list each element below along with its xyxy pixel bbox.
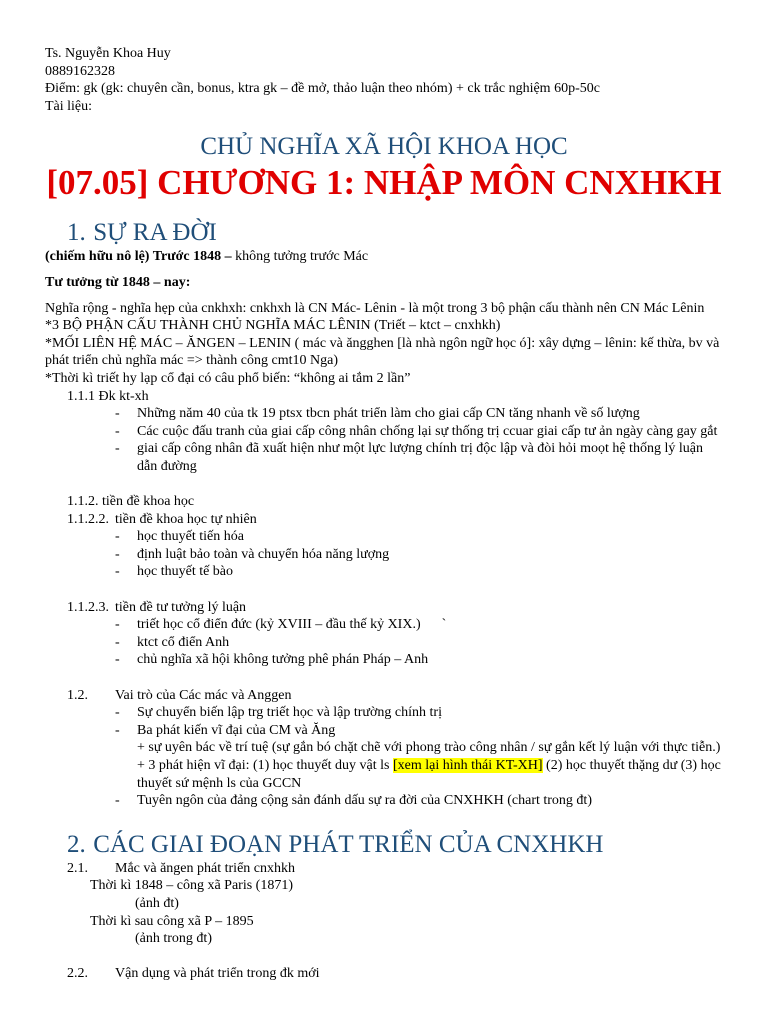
subsection-1-1-1-label: 1.1.1 Đk kt-xh (67, 388, 149, 404)
section-2-title: CÁC GIAI ĐOẠN PHÁT TRIỂN CỦA CNXHKH (93, 830, 604, 858)
text-line: (ảnh trong đt) (135, 931, 212, 947)
subsection-1-1-2-3-list (45, 616, 725, 669)
list-item: - giai cấp công nhân đã xuất hiện như một lực lượng chính trị độc lập và đòi hỏi moọt hệ thống lý luận dẫn đường (45, 440, 725, 475)
text-line: *MỐI LIÊN HỆ MÁC – ĂNGEN – LENIN ( mác và ăngghen [là nhà ngôn ngữ học ó]: xây dựng – lênin: kế thừa, bv và phát triển chủ nghĩa mác => thành công cmt10 Nga) (45, 335, 720, 369)
list-item: - Ba phát kiến vĩ đại của CM và Ăng (45, 722, 725, 740)
list-item: - triết học cổ điển đức (kỷ XVIII – đầu thế kỷ XIX.) ` (45, 616, 725, 634)
list-item: - Những năm 40 của tk 19 ptsx tbcn phát triển làm cho giai cấp CN tăng nhanh về số lượng (45, 405, 725, 423)
list-item: - học thuyết tiến hóa (45, 528, 725, 546)
section-2-number: 2. (67, 830, 86, 858)
section-2-heading (45, 830, 725, 860)
text-line: Thời kì 1848 – công xã Paris (1871) (90, 878, 293, 894)
text-line: Thời kì sau công xã P – 1895 (90, 913, 254, 929)
discoveries-text: + 3 phát hiện vĩ đại: (1) học thuyết duy vật ls (137, 758, 393, 773)
text-line: (ảnh đt) (135, 895, 179, 911)
document-subtitle: CHỦ NGHĨA XÃ HỘI KHOA HỌC (200, 133, 568, 161)
subsection-1-1-2-3-number: 1.1.2.3. (67, 599, 109, 615)
subsection-1-1-2-2-number: 1.1.2.2. (67, 511, 109, 527)
subsection-1-2-heading (45, 687, 725, 705)
list-item: - học thuyết tế bào (45, 563, 725, 581)
document-title: [07.05] CHƯƠNG 1: NHẬP MÔN CNXHKH (46, 163, 722, 203)
before-1848-text: không tưởng trước Mác (231, 249, 369, 265)
subsection-1-1-2-2-list (45, 528, 725, 581)
subsection-1-1-2-3-heading (45, 599, 725, 617)
subsection-1-1-2-2-heading (45, 511, 725, 529)
subsection-1-1-2-3-label: tiền đề tư tưởng lý luận (115, 599, 247, 615)
list-item: - ktct cổ điển Anh (45, 634, 725, 652)
section-1-title: SỰ RA ĐỜI (93, 219, 217, 247)
paragraph-before-1848 (45, 248, 725, 266)
subsection-1-1-2-2-label: tiền đề khoa học tự nhiên (115, 511, 257, 527)
subsection-2-2-label: Vận dụng và phát triển trong đk mới (115, 966, 320, 982)
discoveries-text-rest: (2) học thuyết thặng dư (3) học thuyết sứ mệnh ls của GCCN (137, 758, 721, 791)
section-1-number: 1. (67, 219, 86, 247)
subsection-1-1-2-label: 1.1.2. tiền đề khoa học (67, 494, 195, 510)
grading-info: Điểm: gk (gk: chuyên cần, bonus, ktra gk – đề mở, thảo luận theo nhóm) + ck trắc nghiệm 60p-50c (45, 81, 600, 97)
text-line: *Thời kì triết hy lạp cổ đại có câu phổ biến: “không ai tắm 2 lần” (45, 370, 411, 386)
before-1848-bold: (chiếm hữu nô lệ) Trước 1848 – (45, 249, 232, 265)
subsection-1-2-label: Vai trò của Các mác và Anggen (115, 687, 292, 703)
author-name: Ts. Nguyễn Khoa Huy (45, 46, 171, 61)
subsection-2-1-heading (45, 860, 725, 878)
text-line: *3 BỘ PHẬN CẤU THÀNH CHỦ NGHĨA MÁC LÊNIN (Triết – ktct – cnxhkh) (45, 318, 501, 334)
materials-label: Tài liệu: (45, 98, 93, 114)
highlighted-note: [xem lại hình thái KT-XH] (392, 758, 543, 773)
subsection-1-2-list (45, 704, 725, 739)
subsection-1-2-list-end (45, 792, 725, 810)
subsection-2-1-number: 2.1. (67, 860, 88, 876)
list-item: - định luật bảo toàn và chuyển hóa năng lượng (45, 546, 725, 564)
list-item: - Các cuộc đấu tranh của giai cấp công nhân chống lại sự thống trị ccuar giai cấp tư ản ngày càng gay gắt (45, 423, 725, 441)
list-item: - Sự chuyển biến lập trg triết học và lập trường chính trị (45, 704, 725, 722)
list-item: - Tuyên ngôn của đảng cộng sản đánh dấu sự ra đời của CNXHKH (chart trong đt) (45, 792, 725, 810)
paragraph-since-1848: Tư tưởng từ 1848 – nay: (45, 274, 191, 290)
subsection-1-1-1-list (45, 405, 725, 475)
continuation-line-discoveries (45, 757, 725, 792)
text-line: Nghĩa rộng - nghĩa hẹp của cnkhxh: cnkhxh là CN Mác- Lênin - là một trong 3 bộ phận cấu thành nên CN Mác Lênin (45, 300, 705, 316)
subsection-2-2-heading (45, 965, 725, 983)
subsection-2-1-label: Mắc và ăngen phát triển cnxhkh (115, 860, 295, 876)
subsection-2-2-number: 2.2. (67, 966, 88, 982)
document-page (45, 45, 725, 983)
phone-number: 0889162328 (45, 63, 115, 79)
section-1-heading (45, 218, 725, 248)
subsection-1-2-number: 1.2. (67, 687, 88, 703)
continuation-line: + sự uyên bác về trí tuệ (sự gắn bó chặt chẽ với phong trào công nhân / sự gắn kết lý luận với thực tiễn.) (137, 740, 721, 756)
list-item: - chủ nghĩa xã hội không tưởng phê phán Pháp – Anh (45, 651, 725, 669)
